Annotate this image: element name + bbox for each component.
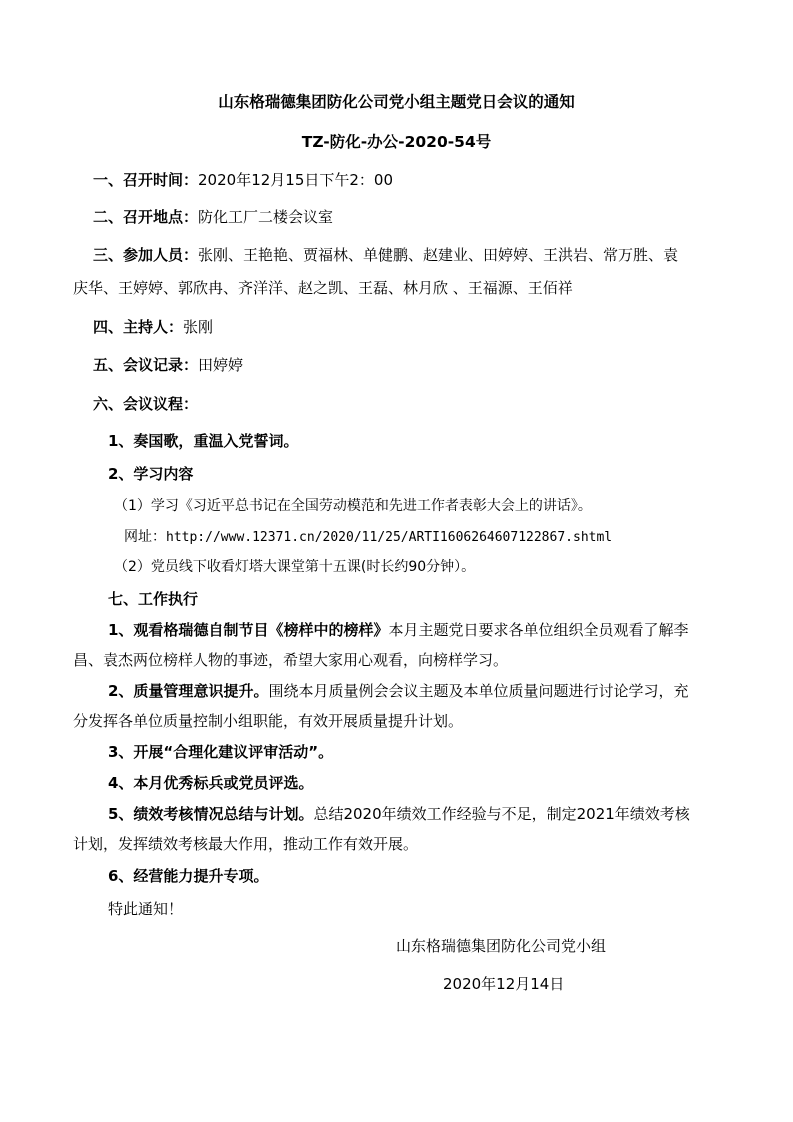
- work-item-2: [108, 681, 688, 701]
- work-item-5-text: 总结2020年绩效工作经验与不足，制定2021年绩效考核: [313, 805, 690, 823]
- document-title: 山东格瑞德集团防化公司党小组主题党日会议的通知: [218, 93, 575, 111]
- issue-date: 2020年12月14日: [443, 975, 565, 993]
- study-url-link[interactable]: http://www.12371.cn/2020/11/25/ARTI1606264607122867.shtml: [166, 530, 613, 545]
- work-item-2-line-2: 分发挥各单位质量控制小组职能，有效开展质量提升计划。: [73, 712, 464, 730]
- meeting-location-value: 防化工厂二楼会议室: [198, 208, 334, 226]
- meeting-location: [93, 207, 333, 227]
- meeting-time-value: 2020年12月15日下午2：00: [198, 171, 393, 189]
- work-item-2-title: 2、质量管理意识提升。: [108, 682, 269, 700]
- work-item-5-line-2: 计划，发挥绩效考核最大作用，推动工作有效开展。: [73, 835, 419, 853]
- document-number: TZ-防化-办公-2020-54号: [301, 133, 492, 151]
- study-item-1: （1）学习《习近平总书记在全国劳动模范和先进工作者表彰大会上的讲话》。: [114, 498, 592, 514]
- study-item-2: （2）党员线下收看灯塔大课堂第十五课(时长约90分钟）。: [114, 559, 476, 575]
- url-label: 网址：: [124, 529, 166, 545]
- meeting-time: [93, 170, 393, 190]
- work-heading: 七、工作执行: [108, 590, 199, 608]
- recorder-value: 田婷婷: [198, 356, 244, 374]
- agenda-heading: 六、会议议程：: [93, 395, 199, 413]
- agenda-item-1: 1、奏国歌，重温入党誓词。: [108, 432, 299, 450]
- closing-text: 特此通知！: [108, 900, 184, 918]
- host-value: 张刚: [183, 318, 214, 336]
- recorder: [93, 355, 243, 375]
- host: [93, 317, 213, 337]
- meeting-time-label: 一、召开时间：: [93, 171, 199, 189]
- attendees-label: 三、参加人员：: [93, 246, 199, 264]
- work-item-2-text: 围绕本月质量例会会议主题及本单位质量问题进行讨论学习，充: [268, 682, 689, 700]
- agenda-item-2: 2、学习内容: [108, 465, 194, 483]
- attendees-line-2: 庆华、王婷婷、郭欣冉、齐洋洋、赵之凯、王磊、林月欣 、王福源、王佰祥: [73, 279, 573, 297]
- attendees-line-1: 张刚、王艳艳、贾福林、单健鹏、赵建业、田婷婷、王洪岩、常万胜、袁: [198, 246, 679, 264]
- work-item-1-title: 1、观看格瑞德自制节目《榜样中的榜样》: [108, 621, 389, 639]
- meeting-location-label: 二、召开地点：: [93, 208, 199, 226]
- recorder-label: 五、会议记录：: [93, 356, 199, 374]
- work-item-3: 3、开展“合理化建议评审活动”。: [108, 743, 334, 761]
- host-label: 四、主持人：: [93, 318, 184, 336]
- study-url-line: [124, 527, 612, 548]
- work-item-6: 6、经营能力提升专项。: [108, 867, 269, 885]
- attendees: [93, 245, 678, 265]
- work-item-5-title: 5、绩效考核情况总结与计划。: [108, 805, 314, 823]
- work-item-5: [108, 804, 690, 824]
- work-item-1-line-2: 昌、袁杰两位榜样人物的事迹，希望大家用心观看，向榜样学习。: [73, 651, 509, 669]
- signer: 山东格瑞德集团防化公司党小组: [396, 937, 607, 955]
- work-item-1-text: 本月主题党日要求各单位组织全员观看了解李: [388, 621, 689, 639]
- work-item-4: 4、本月优秀标兵或党员评选。: [108, 774, 314, 792]
- work-item-1: [108, 620, 688, 640]
